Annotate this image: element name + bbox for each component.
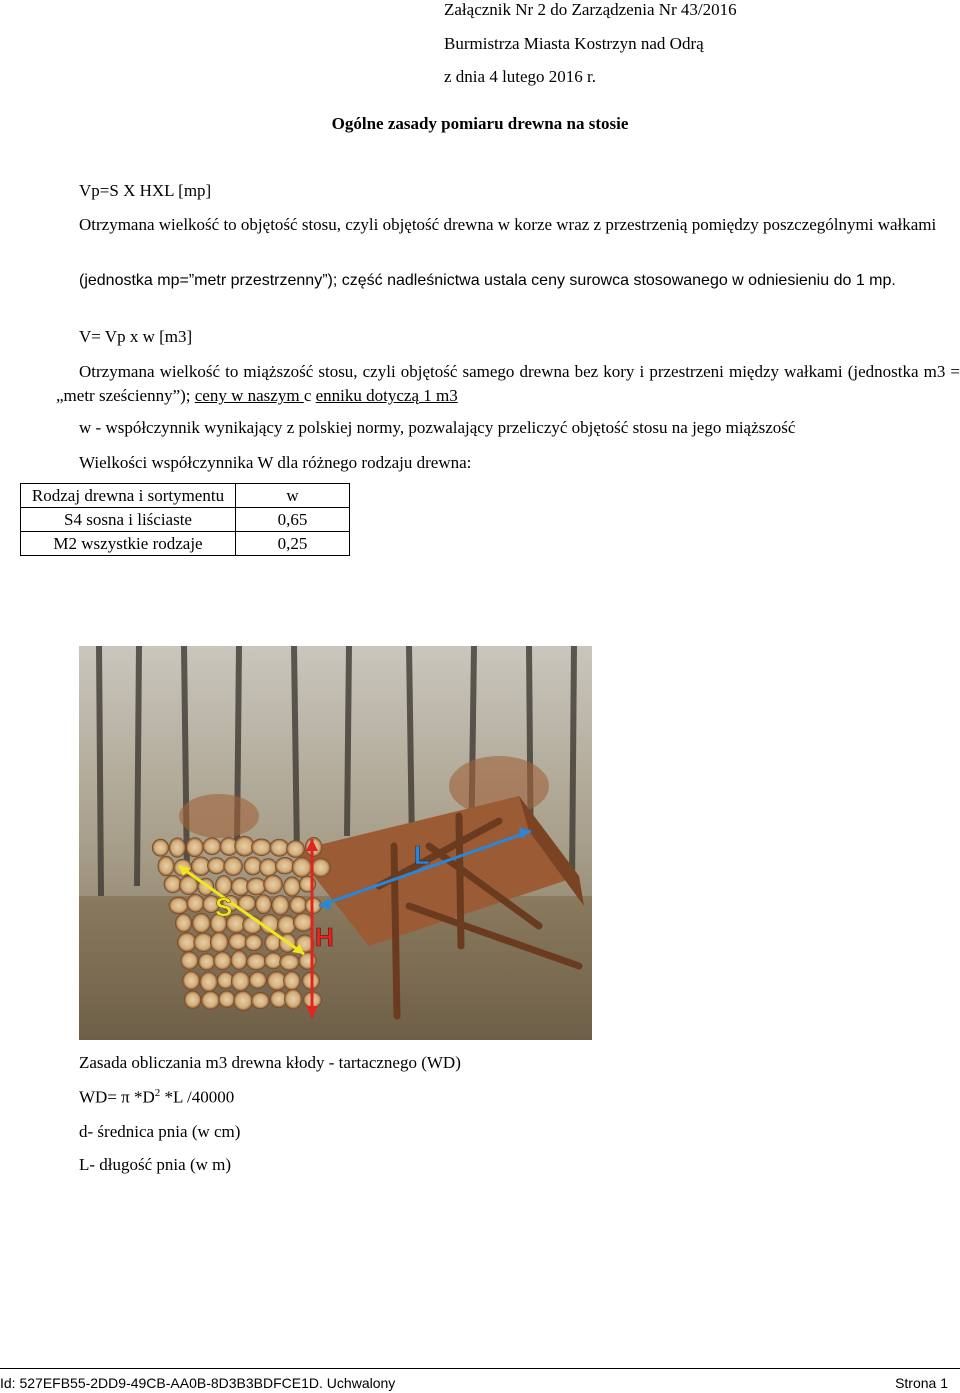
log-end [299, 952, 316, 969]
paragraph-coefficient: w - współczynnik wynikający z polskiej normy, pozwalający przeliczyć objętość stosu na jego miąższość [79, 418, 796, 437]
log-end [181, 952, 198, 970]
log-end [169, 897, 188, 914]
log-end [186, 838, 203, 857]
log-end [158, 856, 174, 876]
table-cell: 0,25 [236, 532, 350, 556]
log-end [292, 857, 311, 877]
log-end [234, 991, 253, 1011]
header-line-2: Burmistrza Miasta Kostrzyn nad Odrą [444, 34, 704, 53]
log-end [231, 971, 249, 991]
log-end [224, 857, 243, 876]
table-cell: 0,65 [236, 508, 350, 532]
log-end [287, 840, 305, 857]
log-end [249, 972, 266, 989]
log-end [219, 991, 235, 1008]
table-header-row [21, 484, 350, 508]
log-end [293, 913, 313, 931]
l-label: L [414, 840, 430, 870]
log-end [275, 857, 294, 874]
formula-wd-part2: *L /40000 [160, 1087, 235, 1107]
header-line-1: Załącznik Nr 2 do Zarządzenia Nr 43/2016 [444, 0, 737, 19]
log-end [183, 971, 200, 990]
log-end [284, 971, 301, 990]
paragraph-stack-volume: Otrzymana wielkość to objętość stosu, czyli objętość drewna w korze wraz z przestrzenią pomiędzy poszczególnymi wałkami [79, 215, 937, 234]
log-end [203, 838, 221, 855]
paragraph-coefficient-values: Wielkości współczynnika W dla różnego rodzaju drewna: [79, 453, 472, 472]
log-end [245, 935, 262, 951]
table-cell: S4 sosna i liściaste [21, 508, 236, 532]
wood-stack-illustration [79, 646, 592, 1040]
formula-vp: Vp=S X HXL [mp] [79, 181, 212, 200]
log-end [277, 915, 296, 934]
log-end [244, 857, 262, 875]
header-line-3: z dnia 4 lutego 2016 r. [444, 67, 597, 86]
formula-wd-exponent: 2 [154, 1087, 161, 1099]
table-row [21, 532, 350, 556]
log-end [290, 896, 307, 913]
s-label: S [215, 892, 233, 922]
log-end [251, 839, 271, 856]
log-end [255, 895, 271, 914]
log-end [214, 952, 232, 970]
footer-page-number: Strona 1 [895, 1375, 948, 1391]
log-end [247, 878, 267, 895]
log-end [199, 953, 215, 970]
table-cell: M2 wszystkie rodzaje [21, 532, 236, 556]
page-title: Ogólne zasady pomiaru drewna na stosie [331, 114, 629, 133]
wood-stack-photo [79, 646, 592, 1040]
log-end [311, 858, 330, 877]
formula-wd [79, 1087, 234, 1108]
para3-text: Otrzymana wielkość to miąższość stosu, czyli objętość samego drewna bez kory i przestrzeni między wałkami (jednostka m3 = „metr sześcienny”); [56, 362, 960, 405]
log-end [270, 839, 289, 856]
log-end [264, 875, 283, 894]
footer-document-id: Id: 527EFB55-2DD9-49CB-AA0B-8D3B3BDFCE1D. Uchwalony [0, 1375, 396, 1391]
formula-v: V= Vp x w [m3] [79, 327, 193, 346]
log-end [259, 859, 277, 877]
log-end [184, 991, 200, 1009]
log-end [164, 875, 181, 892]
paragraph-unit-mp: (jednostka mp=”metr przestrzenny”); część nadleśnictwa ustala ceny surowca stosowanego w odniesieniu do 1 mp. [79, 272, 896, 289]
log-end [201, 991, 219, 1009]
definition-l: L- długość pnia (w m) [79, 1155, 232, 1174]
log-end [176, 914, 192, 932]
footer-divider [0, 1368, 960, 1369]
log-end [231, 951, 247, 970]
table-row [21, 508, 350, 532]
paragraph-solid-volume [56, 360, 960, 408]
log-end [187, 894, 204, 912]
table-header-w: w [236, 484, 350, 508]
log-end [192, 913, 210, 933]
formula-wd-part1: WD= π *D [79, 1087, 155, 1107]
definition-d: d- średnica pnia (w cm) [79, 1122, 241, 1141]
log-end [208, 857, 226, 873]
log-end [229, 933, 248, 950]
h-label: H [315, 922, 334, 952]
log-end [200, 972, 218, 992]
log-end [251, 992, 269, 1008]
para3-underlined-2: enniku dotyczą 1 m3 [315, 386, 458, 405]
coefficient-table [20, 483, 350, 556]
log-end [247, 953, 267, 969]
log-end [272, 895, 289, 915]
para3-underlined-1: ceny w naszym [194, 386, 304, 405]
log-end [210, 932, 228, 952]
log-end [264, 953, 282, 969]
log-end [284, 877, 301, 896]
log-end [280, 954, 299, 970]
log-end [169, 838, 185, 858]
section-title-wd: Zasada obliczania m3 drewna kłody - tartacznego (WD) [79, 1053, 461, 1072]
log-end [152, 839, 168, 856]
table-header-type: Rodzaj drewna i sortymentu [21, 484, 236, 508]
para3-text-2: c [303, 386, 316, 405]
log-end [284, 989, 301, 1009]
